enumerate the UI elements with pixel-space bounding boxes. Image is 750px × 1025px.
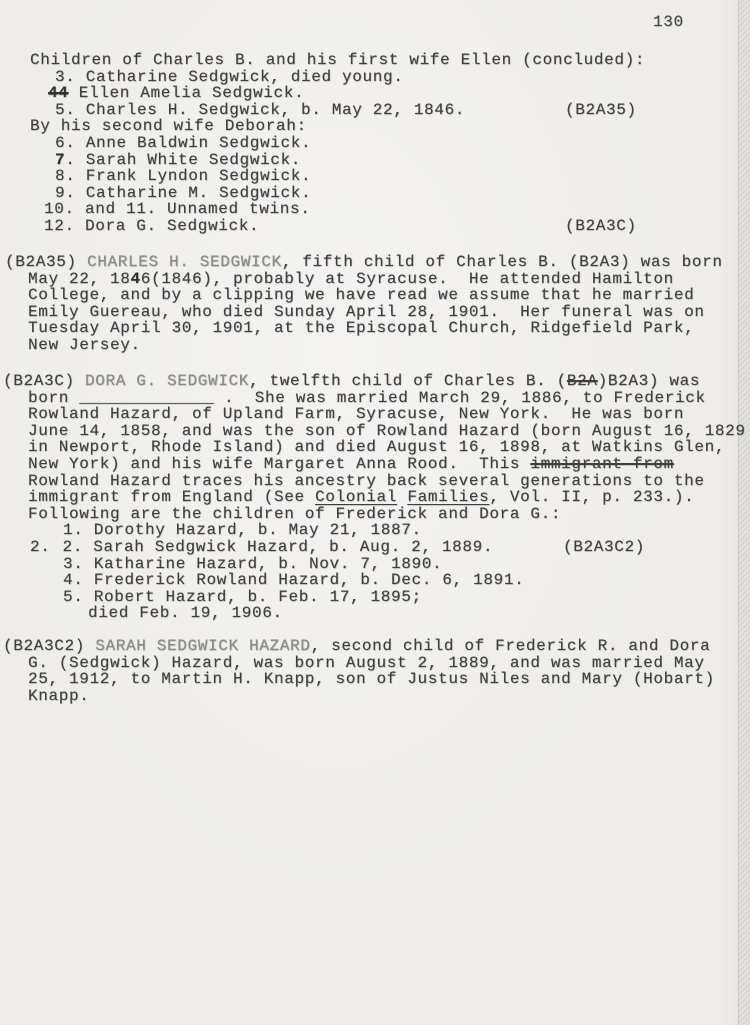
text-line xyxy=(0,168,750,185)
text-segment: Colonial xyxy=(315,488,398,507)
text-segment: , Vol. II, p. 233.). xyxy=(489,488,695,507)
text-segment: CHARLES H. SEDGWICK xyxy=(87,253,282,271)
text-block xyxy=(0,638,750,704)
text-segment: 7 xyxy=(55,150,66,169)
text-line xyxy=(0,439,750,456)
text-line xyxy=(0,337,750,354)
text-segment: Families xyxy=(407,488,490,507)
text-segment: born xyxy=(28,388,80,407)
text-segment: , twelfth child of Charles B. ( xyxy=(249,372,567,390)
text-segment: Knapp. xyxy=(28,686,90,705)
text-segment: 3. Catharine Sedgwick, died young. xyxy=(55,67,404,86)
text-segment: Children of Charles B. and his first wife Ellen (concluded): xyxy=(30,51,646,69)
text-segment: 2. xyxy=(30,537,51,556)
text-line xyxy=(0,473,750,490)
text-block xyxy=(0,373,750,622)
text-segment: )B2A3) was xyxy=(597,372,701,390)
text-line xyxy=(0,152,750,169)
text-line xyxy=(0,489,750,506)
text-line xyxy=(0,539,750,556)
text-segment: immigrant from xyxy=(530,454,674,473)
text-segment: 25, 1912, to Martin H. Knapp, son of Justus Niles and Mary (Hobart) xyxy=(28,670,715,689)
text-segment: SARAH SEDGWICK HAZARD xyxy=(95,637,311,655)
text-segment: New Jersey. xyxy=(28,335,141,354)
text-segment: (B2A35) xyxy=(5,253,88,271)
text-segment: 10. and 11. Unnamed twins. xyxy=(44,200,311,219)
reference-code: (B2A3C2) xyxy=(563,537,646,556)
text-segment: (B2A3C) xyxy=(3,372,86,390)
text-segment: . Sarah White Sedgwick. xyxy=(65,150,302,169)
text-line xyxy=(0,102,750,119)
text-line xyxy=(0,373,750,390)
text-line xyxy=(0,456,750,473)
text-line xyxy=(0,406,750,423)
text-segment: (B2A3C2) xyxy=(3,637,96,655)
text-segment: College, and by a clipping we have read we assume that he married xyxy=(28,286,695,305)
text-line xyxy=(0,287,750,304)
text-line xyxy=(0,522,750,539)
text-line xyxy=(0,423,750,440)
text-segment: 5. Robert Hazard, b. Feb. 17, 1895; xyxy=(63,587,422,606)
text-line xyxy=(0,320,750,337)
text-segment: DORA G. SEDGWICK xyxy=(85,372,250,390)
reference-code: (B2A3C) xyxy=(565,216,637,235)
text-segment: 9. Catharine M. Sedgwick. xyxy=(55,183,312,202)
text-line xyxy=(0,135,750,152)
text-segment xyxy=(397,488,407,506)
text-segment: 4. Frederick Rowland Hazard, b. Dec. 6, 1891. xyxy=(63,571,525,590)
text-segment: June 14, 1858, and was the son of Rowland Hazard (born August 16, 1829 xyxy=(28,421,746,440)
text-segment: died Feb. 19, 1906. xyxy=(88,604,283,623)
text-segment: . She was married March 29, 1886, to Frederick xyxy=(213,388,706,407)
text-line xyxy=(0,589,750,606)
text-line xyxy=(0,688,750,705)
text-segment: 4 xyxy=(130,269,141,288)
text-segment: immigrant from England (See xyxy=(28,488,316,507)
text-segment: 5. Charles H. Sedgwick, b. May 22, 1846. xyxy=(55,100,466,119)
text-line xyxy=(0,655,750,672)
text-segment: New York) and his wife Margaret Anna Rood. This xyxy=(28,454,531,473)
text-segment: Rowland Hazard traces his ancestry back several generations to the xyxy=(28,471,705,490)
text-segment: May 22, 18 xyxy=(28,269,131,288)
text-line xyxy=(0,638,750,655)
text-line xyxy=(0,271,750,288)
text-line xyxy=(0,218,750,235)
text-segment: 12. Dora G. Sedgwick. xyxy=(44,216,260,235)
text-block xyxy=(0,52,750,235)
text-line xyxy=(0,506,750,523)
text-segment: ______________ xyxy=(79,388,214,407)
text-line xyxy=(0,85,750,102)
text-line xyxy=(0,201,750,218)
text-line xyxy=(0,671,750,688)
text-line xyxy=(0,304,750,321)
reference-code: (B2A35) xyxy=(565,100,637,119)
text-line xyxy=(0,572,750,589)
text-line xyxy=(0,556,750,573)
text-segment: Rowland Hazard, of Upland Farm, Syracuse, New York. He was born xyxy=(28,405,685,424)
text-segment: Ellen Amelia Sedgwick. xyxy=(68,84,305,103)
text-segment: B2A xyxy=(566,372,598,390)
text-line xyxy=(0,118,750,135)
text-segment: 3. Katharine Hazard, b. Nov. 7, 1890. xyxy=(63,554,443,573)
text-block xyxy=(0,254,750,354)
text-line xyxy=(0,390,750,407)
text-segment: 6(1846), probably at Syracuse. He attended Hamilton xyxy=(140,269,674,288)
text-segment: 6. Anne Baldwin Sedgwick. xyxy=(55,133,312,152)
text-line xyxy=(0,69,750,86)
text-segment: Following are the children of Frederick and Dora G.: xyxy=(28,504,562,523)
text-segment: in Newport, Rhode Island) and died August 16, 1898, at Watkins Glen, xyxy=(28,438,726,457)
text-segment: 44 xyxy=(48,84,69,103)
text-line xyxy=(0,185,750,202)
text-segment: Emily Guereau, who died Sunday April 28, 1901. Her funeral was on xyxy=(28,302,705,321)
text-line xyxy=(0,254,750,271)
text-segment: 1. Dorothy Hazard, b. May 21, 1887. xyxy=(63,521,422,540)
text-segment: By his second wife Deborah: xyxy=(30,117,307,136)
text-segment: 8. Frank Lyndon Sedgwick. xyxy=(55,167,312,186)
text-segment: 2. Sarah Sedgwick Hazard, b. Aug. 2, 1889. xyxy=(62,537,494,556)
text-segment: , fifth child of Charles B. (B2A3) was born xyxy=(281,253,723,271)
text-line xyxy=(0,52,750,69)
text-segment: , second child of Frederick R. and Dora xyxy=(310,637,711,655)
text-line xyxy=(0,605,750,622)
text-segment: Tuesday April 30, 1901, at the Episcopal Church, Ridgefield Park, xyxy=(28,319,695,338)
page-number: 130 xyxy=(653,13,684,31)
text-segment: G. (Sedgwick) Hazard, was born August 2, 1889, and was married May xyxy=(28,653,705,672)
